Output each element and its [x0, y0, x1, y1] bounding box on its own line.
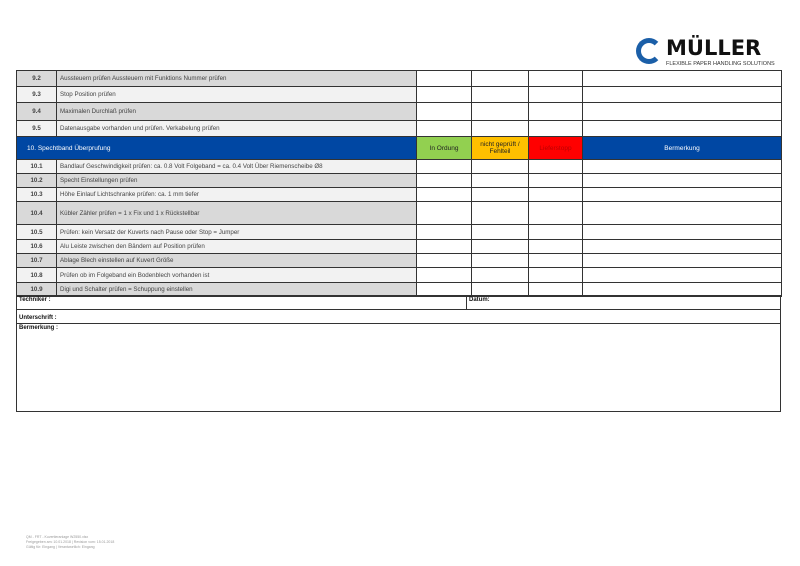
item-number: 10.3: [17, 188, 57, 202]
check-ok-cell[interactable]: [417, 87, 472, 103]
check-stop-cell[interactable]: [529, 202, 583, 225]
technician-row[interactable]: [16, 295, 781, 310]
column-lieferstopp: Lieferstopp: [529, 137, 583, 160]
check-ok-cell[interactable]: [417, 103, 472, 121]
item-description: Prüfen ob im Folgeband ein Bodenblech vorhanden ist: [57, 268, 417, 283]
item-number: 10.1: [17, 160, 57, 174]
remark-cell[interactable]: [583, 174, 782, 188]
check-ok-cell[interactable]: [417, 71, 472, 87]
footer-line: Gültig für: Eingang | Verantwortlich: Eingang: [26, 545, 95, 549]
item-description: Specht Einstellungen prüfen: [57, 174, 417, 188]
remark-cell[interactable]: [583, 160, 782, 174]
item-number: 10.8: [17, 268, 57, 283]
check-ok-cell[interactable]: [417, 121, 472, 137]
table-row: [17, 225, 782, 240]
item-description: Prüfen: kein Versatz der Kuverts nach Pause oder Stop = Jumper: [57, 225, 417, 240]
section-header: [17, 137, 782, 160]
remark-cell[interactable]: [583, 240, 782, 254]
section-title: 10. Spechtband Überprufung: [17, 137, 417, 160]
item-number: 9.3: [17, 87, 57, 103]
item-number: 10.2: [17, 174, 57, 188]
column-in-ordnung: In Ordung: [417, 137, 472, 160]
date-label: Datum:: [469, 297, 490, 303]
item-number: 9.2: [17, 71, 57, 87]
column-bemerkung: Bermerkung: [583, 137, 782, 160]
remark-box[interactable]: [16, 323, 781, 412]
company-logo: [636, 36, 775, 72]
remark-cell[interactable]: [583, 202, 782, 225]
item-number: 10.4: [17, 202, 57, 225]
item-description: Stop Position prüfen: [57, 87, 417, 103]
item-description: Höhe Einlauf Lichtschranke prüfen: ca. 1 mm tiefer: [57, 188, 417, 202]
footer-line: Freigegeben am: 10.01.2018 | Revision vom: 15.01.2018: [26, 540, 115, 544]
item-number: 10.6: [17, 240, 57, 254]
check-ok-cell[interactable]: [417, 202, 472, 225]
table-row: [17, 254, 782, 268]
item-description: Kübler Zähler prüfen = 1 x Fix und 1 x Rückstellbar: [57, 202, 417, 225]
check-stop-cell[interactable]: [529, 188, 583, 202]
table-row: [17, 121, 782, 137]
check-notchecked-cell[interactable]: [472, 71, 529, 87]
check-notchecked-cell[interactable]: [472, 174, 529, 188]
check-notchecked-cell[interactable]: [472, 268, 529, 283]
check-stop-cell[interactable]: [529, 87, 583, 103]
check-notchecked-cell[interactable]: [472, 87, 529, 103]
remark-label: Bermerkung :: [19, 325, 59, 331]
check-stop-cell[interactable]: [529, 103, 583, 121]
table-row: [17, 240, 782, 254]
check-stop-cell[interactable]: [529, 121, 583, 137]
check-ok-cell[interactable]: [417, 254, 472, 268]
item-description: Alu Leiste zwischen den Bändern auf Position prüfen: [57, 240, 417, 254]
table-row: [17, 87, 782, 103]
check-stop-cell[interactable]: [529, 268, 583, 283]
column-nicht-geprueft: nicht geprüft / Fehlteil: [472, 137, 529, 160]
item-number: 9.5: [17, 121, 57, 137]
document-footer: [26, 535, 114, 550]
table-row: [17, 103, 782, 121]
item-number: 10.9: [17, 283, 57, 297]
item-description: Aussteuern prüfen Aussteuern mit Funktions Nummer prüfen: [57, 71, 417, 87]
remark-cell[interactable]: [583, 71, 782, 87]
table-row: [17, 268, 782, 283]
check-notchecked-cell[interactable]: [472, 240, 529, 254]
table-row: [17, 160, 782, 174]
table-row: [17, 71, 782, 87]
checklist-table: [16, 70, 782, 297]
item-description: Bandlauf Geschwindigkeit prüfen: ca. 0.8 Volt Folgeband = ca. 0.4 Volt Über Riemenscheibe Ø8: [57, 160, 417, 174]
item-description: Ablage Blech einstellen auf Kuvert Größe: [57, 254, 417, 268]
check-stop-cell[interactable]: [529, 174, 583, 188]
check-notchecked-cell[interactable]: [472, 160, 529, 174]
signature-row[interactable]: [16, 309, 781, 324]
check-stop-cell[interactable]: [529, 160, 583, 174]
check-ok-cell[interactable]: [417, 160, 472, 174]
remark-cell[interactable]: [583, 268, 782, 283]
table-row: [17, 202, 782, 225]
check-stop-cell[interactable]: [529, 254, 583, 268]
check-notchecked-cell[interactable]: [472, 188, 529, 202]
remark-cell[interactable]: [583, 103, 782, 121]
item-number: 10.5: [17, 225, 57, 240]
check-notchecked-cell[interactable]: [472, 121, 529, 137]
table-row: [17, 174, 782, 188]
logo-tagline: FLEXIBLE PAPER HANDLING SOLUTIONS: [666, 61, 775, 67]
remark-cell[interactable]: [583, 188, 782, 202]
item-description: Digi und Schalter prüfen = Schuppung einstellen: [57, 283, 417, 297]
footer-line: QM - FRT - Kuvertieranlage W2550.xlsx: [26, 535, 89, 539]
item-description: Maximalen Durchlaß prüfen: [57, 103, 417, 121]
logo-brand: MÜLLER: [666, 36, 762, 60]
check-stop-cell[interactable]: [529, 225, 583, 240]
table-row: [17, 188, 782, 202]
signature-label: Unterschrift :: [19, 315, 57, 321]
check-ok-cell[interactable]: [417, 188, 472, 202]
remark-cell[interactable]: [583, 87, 782, 103]
remark-cell[interactable]: [583, 121, 782, 137]
item-number: 9.4: [17, 103, 57, 121]
check-ok-cell[interactable]: [417, 174, 472, 188]
logo-mark-icon: [636, 38, 662, 64]
item-number: 10.7: [17, 254, 57, 268]
check-notchecked-cell[interactable]: [472, 103, 529, 121]
item-description: Datenausgabe vorhanden und prüfen. Verkabelung prüfen: [57, 121, 417, 137]
check-notchecked-cell[interactable]: [472, 254, 529, 268]
check-notchecked-cell[interactable]: [472, 202, 529, 225]
check-stop-cell[interactable]: [529, 71, 583, 87]
technician-label: Techniker :: [19, 297, 51, 303]
check-ok-cell[interactable]: [417, 240, 472, 254]
check-stop-cell[interactable]: [529, 240, 583, 254]
check-ok-cell[interactable]: [417, 268, 472, 283]
check-ok-cell[interactable]: [417, 225, 472, 240]
remark-cell[interactable]: [583, 225, 782, 240]
remark-cell[interactable]: [583, 254, 782, 268]
check-notchecked-cell[interactable]: [472, 225, 529, 240]
